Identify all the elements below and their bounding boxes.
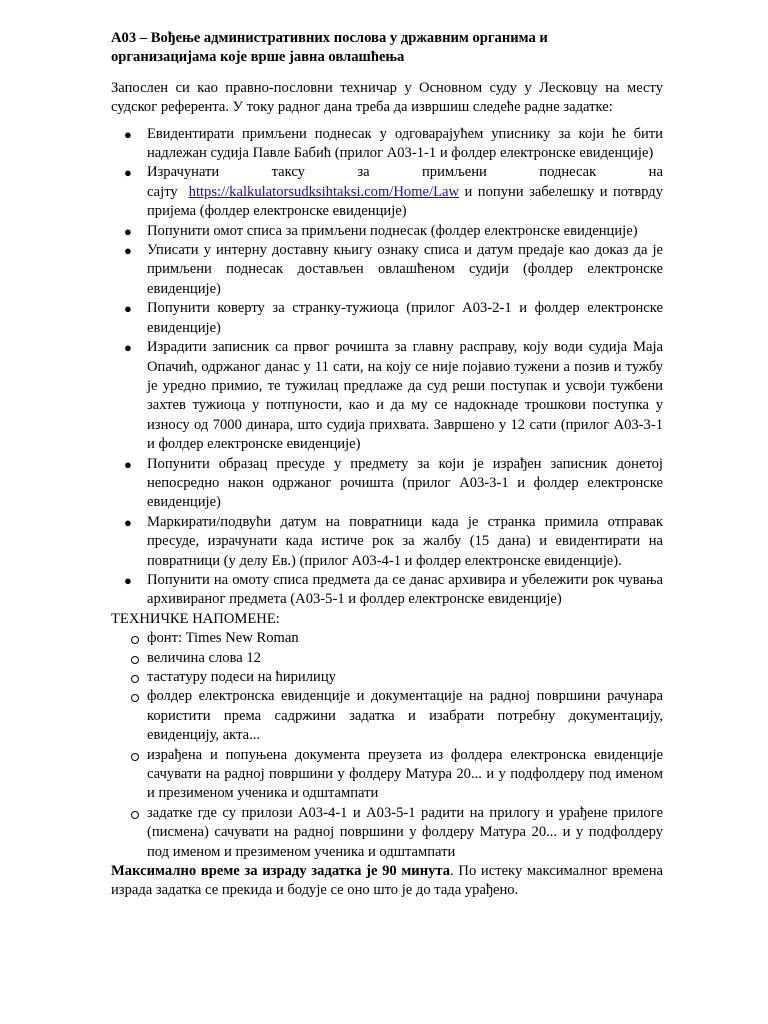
- bullet-icon: ●: [124, 165, 132, 181]
- note-item-3: тастатуру подеси на ћирилицу: [111, 668, 663, 687]
- circle-bullet-icon: [131, 675, 139, 683]
- note-item-4: фолдер електронска евиденције и документације на радној површини рачунара користити према садржини задатка и изабрати потребну документацију, евиденцију, акта...: [111, 687, 663, 745]
- bullet-icon: ●: [124, 456, 132, 472]
- circle-bullet-icon: [131, 753, 139, 761]
- note-item-5: израђена и попуњена документа преузета из фолдера електронска евиденције сачувати на радној површини у фолдеру Матура 20... и у подфолдеру под именом и презименом ученика и одштампати: [111, 746, 663, 804]
- circle-bullet-icon: [131, 636, 139, 644]
- task-list: [111, 125, 663, 610]
- task-item-5: ● Попунити коверту за странку-тужиоца (прилог А03-2-1 и фолдер електронске евиденције): [124, 300, 663, 336]
- notes-list: [111, 629, 663, 862]
- task-item-9: ● Попунити на омоту списа предмета да се данас архивира и убележити рок чувања архивираног предмета (А03-5-1 и фолдер електронске евиденције): [124, 571, 663, 608]
- title-line-1: А03 – Вођење административних послова у државним органима и: [111, 30, 548, 46]
- note-item-2: величина слова 12: [111, 649, 663, 668]
- circle-bullet-icon: [131, 694, 139, 702]
- tax-calculator-link[interactable]: https://kalkulatorsudksihtaksi.com/Home/Law: [188, 183, 459, 200]
- document-title: [111, 29, 663, 68]
- task-item-3: ● Попунити омот списа за примљени поднесак (фолдер електронске евиденције): [111, 222, 663, 241]
- circle-bullet-icon: [131, 656, 139, 664]
- bullet-icon: ●: [124, 126, 132, 142]
- technical-notes-heading: ТЕХНИЧКЕ НАПОМЕНЕ:: [111, 610, 280, 627]
- final-note-rest: . По истеку максималног времена израда задатка се прекида и бодује се оно што је до тада урађено.: [111, 863, 664, 899]
- task-item-2: ● Израчунати таксу за примљени поднесак на сајту https://kalkulatorsudksihtaksi.com/Home/Law и попуни забелешку и потврду пријема (фолдер електронске евиденције): [124, 164, 663, 220]
- note-item-6: задатке где су прилози А03-4-1 и А03-5-1 радити на прилогу и урађене прилоге (писмена) сачувати на радној површини у фолдеру Матура 20... и у подфолдеру под именом и презименом ученика и одштампати: [111, 804, 663, 862]
- bullet-icon: ●: [124, 243, 132, 259]
- bullet-icon: ●: [124, 514, 132, 530]
- task-item-6: ● Израдити записник са првог рочишта за главну расправу, коју води судија Маја Опачић, одржаног данас у 11 сати, на коју се није појавио тужени а позив и тужбу је уредно примио, те тужилац предлаже да суд реши поступак и усвоји тужбени захтев тужиоца у потпуности, као и да му се надокнаде трошкови поступка у износу од 7000 динара, што судија прихвата. Завршено у 12 сати (прилог А03-3-1 и фолдер електронске евиденције): [124, 339, 663, 453]
- time-limit-text: Максимално време за израду задатка је 90 минута: [111, 863, 451, 880]
- task-item-7: ● Попунити образац пресуде у предмету за који је израђен записник донетој непосредно након одржаног рочишта (прилог А03-3-1 и фолдер електронске евиденције): [124, 455, 663, 511]
- final-note: [111, 862, 663, 901]
- bullet-icon: ●: [124, 223, 132, 239]
- task-item-4: ● Уписати у интерну доставну књигу ознаку списа и датум предаје као доказ да је примљени поднесак достављен овлашћеном судији (фолдер електронске евиденције): [124, 242, 663, 297]
- circle-bullet-icon: [131, 811, 139, 819]
- title-line-2: организацијама које врше јавна овлашћења: [111, 49, 405, 66]
- task-item-8: ● Маркирати/подвући датум на повратници када је странка примила отправак пресуде, израчунати када истиче рок за жалбу (15 дана) и евидентирати на повратници (у делу Ев.) (прилог А03-4-1 и фолдер електронске евиденције).: [124, 513, 663, 569]
- bullet-icon: ●: [124, 340, 132, 356]
- bullet-icon: ●: [124, 572, 132, 588]
- document-page: [111, 29, 663, 901]
- note-item-1: фонт: Times New Roman: [111, 629, 663, 648]
- task-item-1: ● Евидентирати примљени поднесак у одговарајућем уписнику за који ће бити надлежан судија Павле Бабић (прилог А03-1-1 и фолдер електронске евиденције): [124, 125, 663, 162]
- bullet-icon: ●: [124, 301, 132, 317]
- intro-paragraph: Запослен си као правно-пословни техничар у Основном суду у Лесковцу на месту судског референта. У току радног дана треба да извршиш следеће радне задатке:: [111, 79, 663, 116]
